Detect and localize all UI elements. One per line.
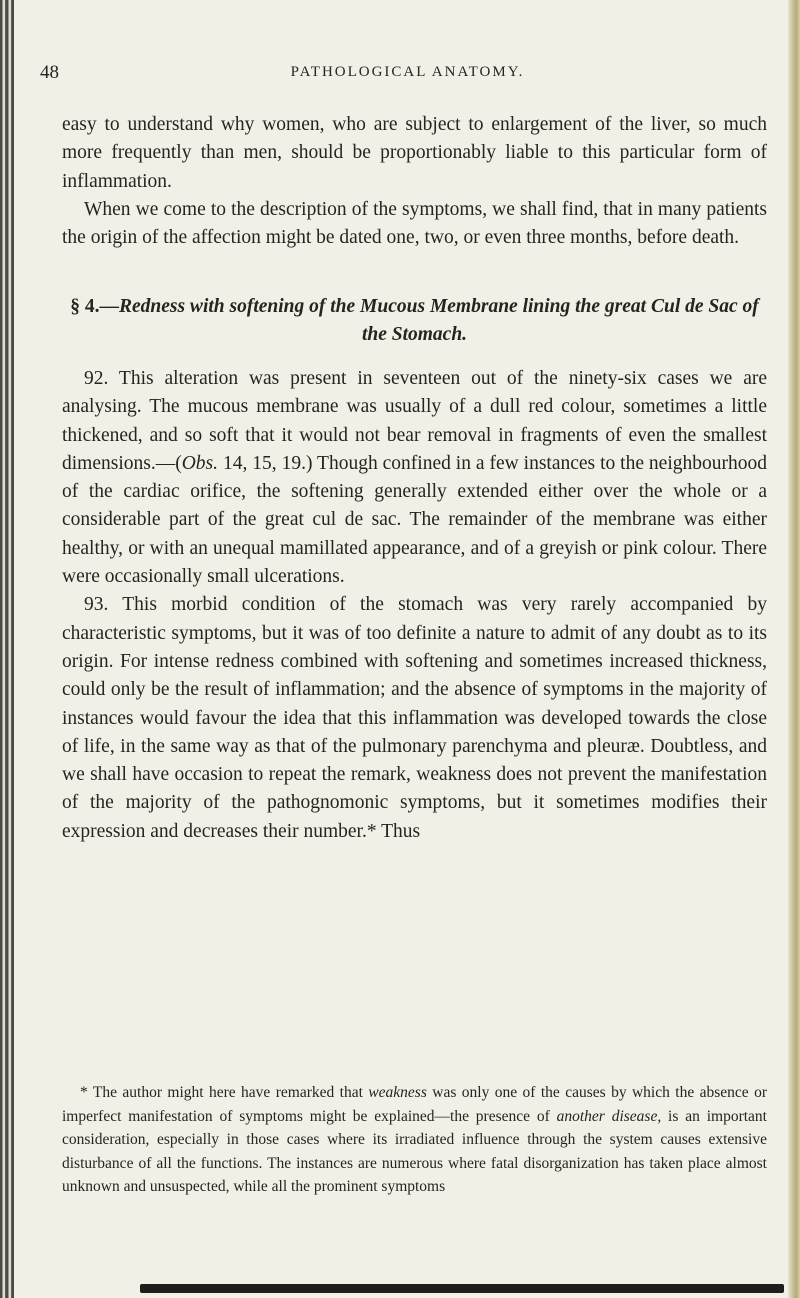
- page-edge-right: [788, 0, 800, 1298]
- section-heading: [62, 293, 767, 349]
- footnote-part: is an important consideration, especially in those cases where its irradiated influence through the system causes extensive disturbance of all the functions. The instances are numerous where fatal disorganization has taken place almost unknown and unsuspected, while all the prominent symptoms: [62, 1107, 767, 1195]
- binding-edge-left: [0, 0, 14, 1298]
- paragraph-number: 93.: [84, 594, 109, 616]
- section-mark: § 4.—: [70, 296, 119, 317]
- paragraph-93: [62, 591, 767, 846]
- paragraph-text: This alteration was present in seventeen out of the ninety-six cases we are analysing. The mucous membrane was usually of a dull red colour, sometimes a little thickened, and so soft that it would not bear removal in fragments of even the smallest dimensions.—(: [62, 368, 767, 474]
- footnote-text: [62, 1081, 767, 1199]
- paragraph-text-rest: Though confined in a few instances to the neighbourhood of the cardiac orifice, the softening generally extended either over the whole or a considerable part of the great cul de sac. The remainder of the membrane was either healthy, or with an unequal mamillated appearance, and of a greyish or pink colour. There were occasionally small ulcerations.: [62, 452, 767, 588]
- footnote-part: was only one of the causes by which the absence or imperfect manifestation of symptoms might be explained—the presence of: [62, 1084, 767, 1125]
- paragraph-text: This morbid condition of the stomach was very rarely accompanied by characteristic symptoms, but it was of too definite a nature to admit of any doubt as to its origin. For intense redness combined with softening and sometimes increased thickness, could only be the result of inflammation; and the absence of symptoms in the majority of instances would favour the idea that this inflammation was developed towards the close of life, in the same way as that of the pulmonary parenchyma and pleuræ. Doubtless, and we shall have occasion to repeat the remark, weakness does not prevent the manifestation of the majority of the pathognomonic symptoms, but it sometimes modifies their expression and decreases their number.* Thus: [62, 594, 767, 842]
- paragraph-continuation: easy to understand why women, who are subject to enlargement of the liver, so much more frequently than men, should be proportionably liable to this particular form of inflammation.: [62, 114, 767, 192]
- obs-numbers: 14, 15, 19.): [218, 452, 313, 474]
- footnote-part: * The author might here have remarked that: [80, 1084, 369, 1101]
- top-paragraph: [62, 111, 767, 252]
- body-paragraphs: [62, 365, 767, 846]
- bottom-rule: [140, 1284, 784, 1293]
- footnote-emphasis: weakness: [368, 1084, 427, 1101]
- page-header: [40, 62, 775, 86]
- section-title: Redness with softening of the Mucous Membrane lining the great Cul de Sac of the Stomach.: [118, 296, 759, 345]
- footnote: [62, 1081, 767, 1199]
- paragraph-number: 92.: [84, 368, 109, 389]
- obs-ref: Obs.: [181, 452, 219, 474]
- footnote-emphasis: another disease,: [556, 1107, 662, 1125]
- running-title: PATHOLOGICAL ANATOMY.: [290, 64, 525, 80]
- paragraph-92: [62, 365, 767, 591]
- paragraph-symptoms: When we come to the description of the symptoms, we shall find, that in many patients the origin of the affection might be dated one, two, or even three months, before death.: [62, 198, 767, 249]
- page-number: 48: [40, 62, 59, 83]
